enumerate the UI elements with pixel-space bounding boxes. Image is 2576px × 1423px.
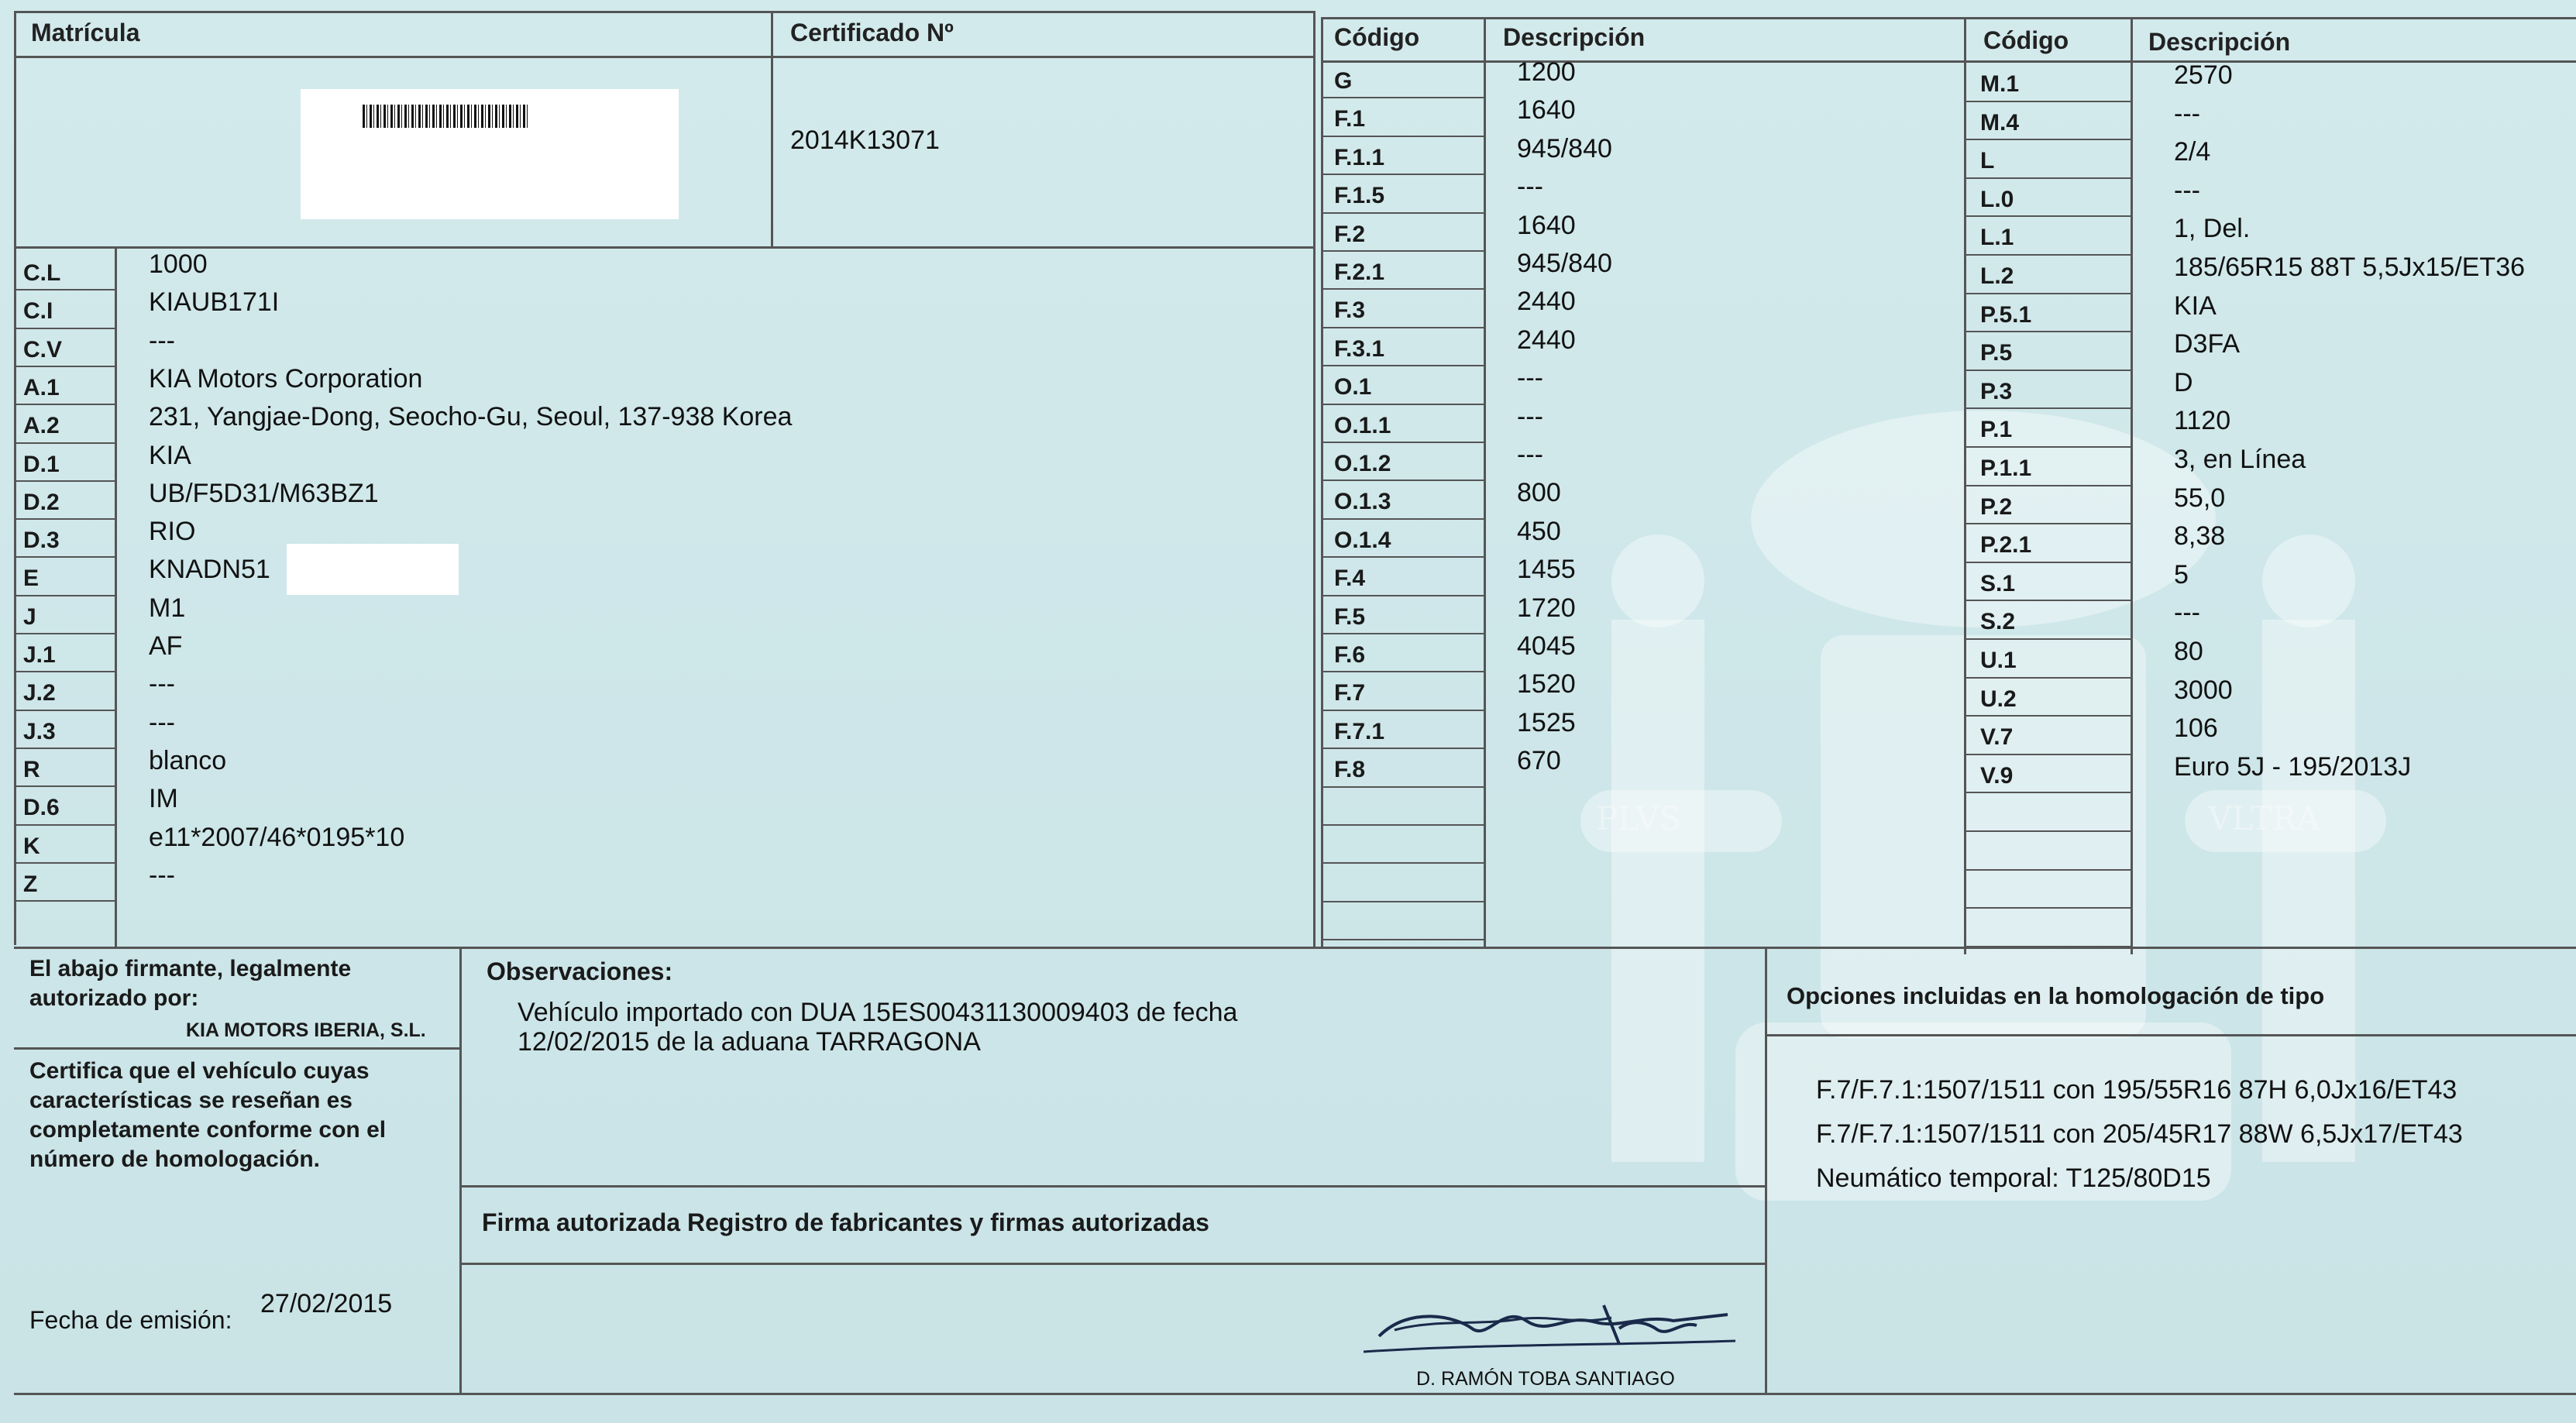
fecha-value: 27/02/2015 xyxy=(260,1289,393,1318)
field-code: C.I xyxy=(23,298,53,325)
field-code: U.2 xyxy=(1980,686,2017,712)
field-code: O.1.1 xyxy=(1334,412,1391,438)
field-code: G xyxy=(1334,68,1353,94)
field-value: --- xyxy=(1517,401,1543,431)
field-code: O.1.4 xyxy=(1334,527,1391,553)
certifica-line-1: Certifica que el vehículo cuyas xyxy=(29,1058,370,1084)
field-code: S.2 xyxy=(1980,609,2016,635)
field-code: F.7.1 xyxy=(1334,718,1385,744)
field-value: 2570 xyxy=(2174,60,2233,90)
field-code: V.7 xyxy=(1980,724,2014,751)
field-code: P.3 xyxy=(1980,378,2013,404)
field-value: --- xyxy=(2174,598,2200,628)
field-code: O.1.2 xyxy=(1334,451,1391,476)
field-code: M.1 xyxy=(1980,71,2020,97)
field-value: --- xyxy=(149,707,175,737)
field-value: 3, en Línea xyxy=(2174,445,2306,474)
field-code: P.5.1 xyxy=(1980,301,2032,328)
field-value: 2/4 xyxy=(2174,137,2211,167)
field-value: KIA xyxy=(149,440,191,470)
header-codigo-2: Código xyxy=(1983,26,2069,54)
field-code: D.3 xyxy=(23,528,60,554)
field-code: F.8 xyxy=(1334,757,1366,783)
opciones-line-3: Neumático temporal: T125/80D15 xyxy=(1816,1163,2211,1193)
field-value: 1000 xyxy=(149,249,208,279)
field-value: 3000 xyxy=(2174,675,2233,705)
signatory-name: D. RAMÓN TOBA SANTIAGO xyxy=(1416,1368,1675,1390)
field-code: P.2 xyxy=(1980,493,2013,520)
field-value: --- xyxy=(149,669,175,699)
field-value: 4045 xyxy=(1517,631,1576,661)
field-value: --- xyxy=(1517,363,1543,394)
field-value: D3FA xyxy=(2174,329,2241,359)
vin-redaction xyxy=(287,544,459,595)
field-code: F.3.1 xyxy=(1334,335,1385,362)
firmante-label-1: El abajo firmante, legalmente xyxy=(29,956,352,981)
field-code: L.0 xyxy=(1980,186,2014,212)
field-value: 450 xyxy=(1517,516,1561,546)
field-code: F.4 xyxy=(1334,565,1366,592)
watermark-left-text: PLVS xyxy=(1596,799,1682,837)
field-code: P.1 xyxy=(1980,417,2013,443)
field-value: KIAUB171I xyxy=(149,287,280,318)
header-codigo-1: Código xyxy=(1334,23,1420,51)
field-value: 670 xyxy=(1517,746,1561,776)
observaciones-line-2: 12/02/2015 de la aduana TARRAGONA xyxy=(518,1027,981,1057)
field-code: F.3 xyxy=(1334,297,1366,324)
field-code: F.2 xyxy=(1334,221,1366,247)
observaciones-line-1: Vehículo importado con DUA 15ES00431130009403 de fecha xyxy=(518,998,1238,1027)
signature-icon xyxy=(1364,1274,1751,1359)
firma-label: Firma autorizada Registro de fabricantes y firmas autorizadas xyxy=(482,1208,1209,1236)
field-code: P.2.1 xyxy=(1980,532,2032,559)
opciones-line-1: F.7/F.7.1:1507/1511 con 195/55R16 87H 6,0Jx16/ET43 xyxy=(1816,1075,2457,1105)
field-value: Euro 5J - 195/2013J xyxy=(2174,751,2412,782)
field-value: 80 xyxy=(2174,637,2203,666)
field-value: --- xyxy=(149,860,175,890)
field-code: F.7 xyxy=(1334,680,1366,706)
field-value: AF xyxy=(149,631,183,661)
field-value: --- xyxy=(1517,440,1543,469)
field-value: 1200 xyxy=(1517,57,1576,87)
field-value: --- xyxy=(2174,175,2200,205)
header-descripcion-2: Descripción xyxy=(2148,28,2291,56)
field-code: A.2 xyxy=(23,413,60,439)
field-value: KIA Motors Corporation xyxy=(149,363,423,394)
field-value: 106 xyxy=(2174,713,2218,744)
field-code: F.1 xyxy=(1334,106,1366,132)
field-value: KNADN51 xyxy=(149,555,270,585)
field-code: P.1.1 xyxy=(1980,455,2032,481)
field-value: 1640 xyxy=(1517,210,1576,240)
header-descripcion-1: Descripción xyxy=(1503,23,1646,51)
fecha-label: Fecha de emisión: xyxy=(29,1306,232,1334)
field-code: O.1.3 xyxy=(1334,489,1391,515)
field-value: M1 xyxy=(149,593,186,623)
field-code: F.5 xyxy=(1334,603,1366,630)
header-matricula: Matrícula xyxy=(31,19,140,46)
field-code: K xyxy=(23,833,40,859)
field-code: E xyxy=(23,565,40,592)
field-value: 1640 xyxy=(1517,95,1576,125)
field-code: D.2 xyxy=(23,489,60,515)
field-value: 1520 xyxy=(1517,669,1576,699)
field-value: 800 xyxy=(1517,478,1561,508)
field-code: P.5 xyxy=(1980,340,2013,366)
field-code: J xyxy=(23,603,36,630)
field-value: 2440 xyxy=(1517,325,1576,355)
field-code: V.9 xyxy=(1980,762,2014,789)
field-code: F.2.1 xyxy=(1334,260,1385,285)
field-code: A.1 xyxy=(23,374,60,400)
certifica-line-2: características se reseñan es xyxy=(29,1088,353,1113)
header-certificado: Certificado Nº xyxy=(790,19,954,46)
field-code: S.1 xyxy=(1980,570,2016,596)
field-code: J.3 xyxy=(23,718,56,744)
field-code: L.1 xyxy=(1980,225,2014,251)
field-code: F.1.1 xyxy=(1334,144,1385,170)
field-value: --- xyxy=(149,325,175,356)
field-value: D xyxy=(2174,367,2193,397)
field-code: F.1.5 xyxy=(1334,183,1385,209)
field-value: 1455 xyxy=(1517,555,1576,585)
field-value: 8,38 xyxy=(2174,521,2226,552)
opciones-line-2: F.7/F.7.1:1507/1511 con 205/45R17 88W 6,5Jx17/ET43 xyxy=(1816,1119,2463,1149)
opciones-label: Opciones incluidas en la homologación de tipo xyxy=(1787,982,2325,1009)
field-value: IM xyxy=(149,784,178,814)
field-code: J.2 xyxy=(23,680,56,706)
field-code: D.6 xyxy=(23,795,60,821)
field-value: blanco xyxy=(149,745,227,775)
field-code: U.1 xyxy=(1980,648,2017,673)
field-value: e11*2007/46*0195*10 xyxy=(149,822,405,852)
field-code: F.6 xyxy=(1334,642,1366,668)
watermark-right-text: VLTRA xyxy=(2208,799,2320,837)
field-value: 945/840 xyxy=(1517,133,1612,163)
field-code: L.2 xyxy=(1980,263,2014,289)
field-code: C.L xyxy=(23,260,61,286)
certifica-line-4: número de homologación. xyxy=(29,1146,321,1172)
field-value: --- xyxy=(1517,172,1543,202)
field-value: 2440 xyxy=(1517,287,1576,317)
field-code: D.1 xyxy=(23,451,60,477)
field-value: --- xyxy=(2174,98,2200,129)
field-code: J.1 xyxy=(23,642,56,668)
field-code: R xyxy=(23,756,40,782)
field-value: 185/65R15 88T 5,5Jx15/ET36 xyxy=(2174,253,2526,282)
field-value: 1120 xyxy=(2174,406,2231,436)
firmante-company: KIA MOTORS IBERIA, S.L. xyxy=(186,1019,426,1041)
field-value: 1720 xyxy=(1517,593,1576,623)
field-code: C.V xyxy=(23,336,63,363)
field-code: M.4 xyxy=(1980,109,2020,136)
field-value: 5 xyxy=(2174,559,2189,589)
field-value: RIO xyxy=(149,517,196,547)
field-code: Z xyxy=(23,871,38,897)
field-value: UB/F5D31/M63BZ1 xyxy=(149,478,379,508)
firmante-label-2: autorizado por: xyxy=(29,985,199,1011)
field-value: 55,0 xyxy=(2174,483,2226,513)
field-value: 1525 xyxy=(1517,707,1576,737)
certifica-line-3: completamente conforme con el xyxy=(29,1117,387,1143)
field-value: 231, Yangjae-Dong, Seocho-Gu, Seoul, 137-938 Korea xyxy=(149,402,793,432)
field-value: KIA xyxy=(2174,290,2217,321)
field-value: 945/840 xyxy=(1517,249,1612,278)
field-code: O.1 xyxy=(1334,374,1372,400)
field-code: L xyxy=(1980,148,1995,174)
certificado-value: 2014K13071 xyxy=(790,125,940,155)
observaciones-label: Observaciones: xyxy=(487,957,673,985)
barcode-icon xyxy=(363,105,529,128)
field-value: 1, Del. xyxy=(2174,214,2251,244)
